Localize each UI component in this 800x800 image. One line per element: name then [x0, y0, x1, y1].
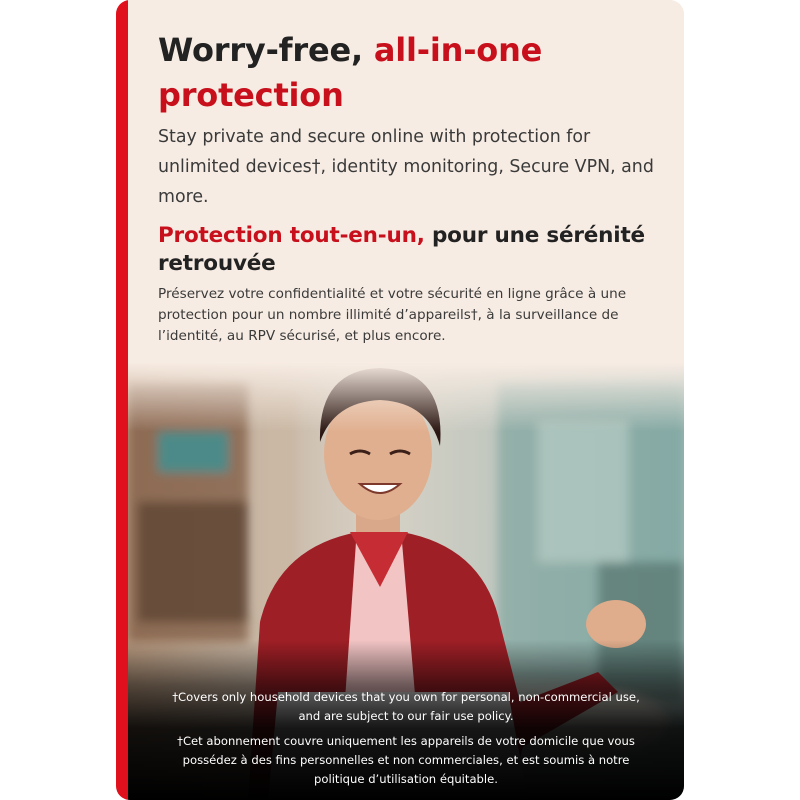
- footnote-fr-line3: politique d’utilisation équitable.: [314, 772, 498, 786]
- brand-red-edge: [116, 0, 128, 800]
- footnote-en: [128, 688, 684, 726]
- headline-en: [158, 28, 668, 118]
- headline-en-part1: Worry-free,: [158, 31, 374, 69]
- headline-fr: [158, 222, 668, 278]
- headline-fr-rest: pour une sérénité retrouvée: [158, 223, 645, 276]
- text-content: [158, 28, 668, 347]
- headline-fr-accent: Protection tout-en-un,: [158, 223, 425, 248]
- promo-card: [116, 0, 684, 800]
- footnote-en-line2: and are subject to our fair use policy.: [298, 709, 514, 723]
- footnote-fr-line2: possédez à des fins personnelles et non commerciales, et est soumis à notre: [182, 753, 630, 767]
- body-text-en: Stay private and secure online with protection for unlimited devices†, identity monitoring, Secure VPN, and more.: [158, 127, 654, 207]
- footnote-fr: [128, 732, 684, 789]
- headline-en-accent-2: protection: [158, 76, 344, 114]
- footnote-en-line1: †Covers only household devices that you own for personal, non-commercial use,: [172, 690, 640, 704]
- body-text-fr: Préservez votre confidentialité et votre sécurité en ligne grâce à une protection pour un nombre illimité d’appareils†, à la surveillance de l’identité, au RPV sécurisé, et plus encore.: [158, 286, 627, 344]
- headline-en-accent: all-in-one: [373, 31, 543, 69]
- footnotes: [128, 640, 684, 800]
- photo-fade: [128, 362, 684, 432]
- footnote-fr-line1: †Cet abonnement couvre uniquement les appareils de votre domicile que vous: [177, 734, 635, 748]
